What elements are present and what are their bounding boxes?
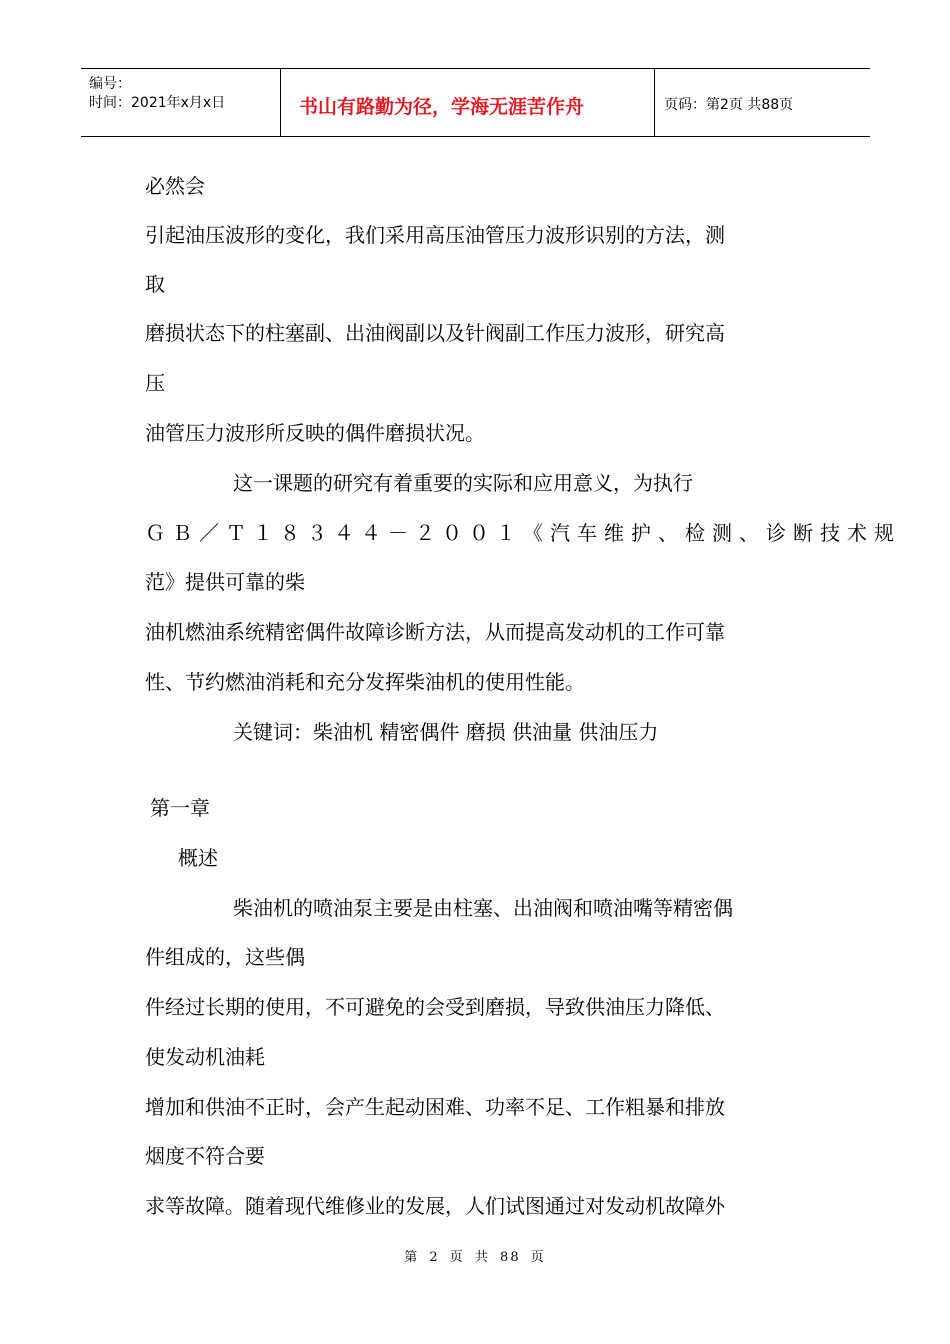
text-line: 油机燃油系统精密偶件故障诊断方法，从而提高发动机的工作可靠	[145, 620, 725, 644]
page-header	[81, 68, 870, 137]
paragraph-start-line: 这一课题的研究有着重要的实际和应用意义，为执行	[233, 471, 693, 495]
document-date-label: 时间：2021年x月x日	[89, 95, 226, 111]
header-info-cell	[81, 69, 281, 136]
header-motto: 书山有路勤为径，学海无涯苦作舟	[299, 96, 585, 118]
text-line: 烟度不符合要	[145, 1144, 265, 1168]
paragraph-start-line: 柴油机的喷油泵主要是由柱塞、出油阀和喷油嘴等精密偶	[233, 896, 733, 920]
section-heading: 概述	[178, 846, 218, 870]
text-line: 压	[145, 371, 165, 395]
text-line: 取	[145, 272, 165, 296]
text-line: 求等故障。随着现代维修业的发展，人们试图通过对发动机故障外	[145, 1194, 725, 1218]
document-number-label: 编号：	[89, 76, 131, 92]
text-line: 必然会	[145, 174, 205, 198]
text-line: 件组成的，这些偶	[145, 945, 305, 969]
chapter-heading: 第一章	[150, 796, 210, 820]
text-line: 引起油压波形的变化，我们采用高压油管压力波形识别的方法，测	[145, 223, 725, 247]
keywords-line: 关键词：柴油机 精密偶件 磨损 供油量 供油压力	[233, 720, 659, 744]
text-line: 使发动机油耗	[145, 1045, 265, 1069]
text-line: 性、节约燃油消耗和充分发挥柴油机的使用性能。	[145, 670, 585, 694]
text-line: 增加和供油不正时，会产生起动困难、功率不足、工作粗暴和排放	[145, 1095, 725, 1119]
standard-reference-line: ＧＢ／Ｔ１８３４４－２００１《汽车维护、检测、诊断技术规	[145, 521, 901, 545]
header-page-number: 页码：第2页 共88页	[664, 97, 794, 113]
text-line: 油管压力波形所反映的偶件磨损状况。	[145, 421, 485, 445]
page-footer: 第 2 页 共 88 页	[404, 1250, 546, 1265]
text-line: 磨损状态下的柱塞副、出油阀副以及针阀副工作压力波形，研究高	[145, 321, 725, 345]
text-line: 范》提供可靠的柴	[145, 570, 305, 594]
header-page-cell	[655, 69, 870, 136]
text-line: 件经过长期的使用，不可避免的会受到磨损，导致供油压力降低、	[145, 995, 725, 1019]
header-motto-cell	[281, 69, 655, 136]
